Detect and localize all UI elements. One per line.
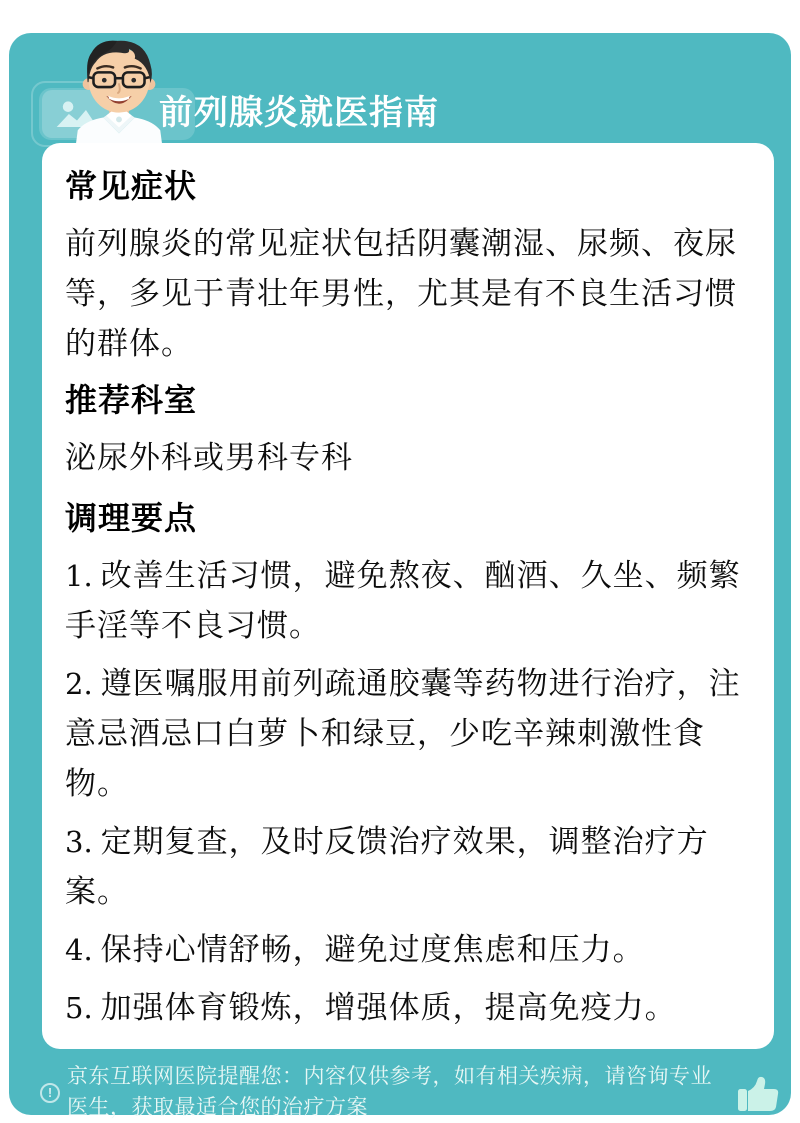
care-point-2-number: 2.: [65, 667, 93, 701]
footer-disclaimer-line1: 京东互联网医院提醒您：内容仅供参考，如有相关疾病，请咨询专业: [67, 1065, 712, 1088]
care-point-1-number: 1.: [65, 559, 93, 593]
content-card: [42, 143, 774, 1049]
section-heading-care: 调理要点: [65, 500, 198, 536]
footer-disclaimer-line2: 医生，获取最适合您的治疗方案: [67, 1096, 368, 1119]
care-point-2: [65, 659, 748, 809]
footer-disclaimer: [67, 1061, 727, 1123]
care-point-5-text: 加强体育锻炼，增强体质，提高免疫力。: [100, 990, 677, 1025]
info-icon: !: [40, 1083, 60, 1103]
section-heading-symptoms: 常见症状: [65, 168, 198, 204]
care-point-5: [65, 983, 748, 1033]
thumbs-up-icon[interactable]: [735, 1075, 781, 1115]
care-point-1-text: 改善生活习惯，避免熬夜、酗酒、久坐、频繁手淫等不良习惯。: [65, 558, 741, 643]
page-title: 前列腺炎就医指南: [159, 94, 439, 132]
section-heading-department: 推荐科室: [65, 382, 198, 418]
care-point-4-number: 4.: [65, 933, 93, 967]
care-point-1: [65, 551, 748, 651]
care-point-3-text: 定期复查，及时反馈治疗效果，调整治疗方案。: [65, 824, 709, 909]
care-point-4-text: 保持心情舒畅，避免过度焦虑和压力。: [100, 932, 645, 967]
care-point-4: [65, 925, 748, 975]
care-point-2-text: 遵医嘱服用前列疏通胶囊等药物进行治疗，注意忌酒忌口白萝卜和绿豆，少吃辛辣刺激性食物。: [65, 666, 741, 801]
care-point-3-number: 3.: [65, 825, 93, 859]
teal-frame: [9, 33, 791, 1119]
section-body-symptoms: 前列腺炎的常见症状包括阴囊潮湿、尿频、夜尿等，多见于青壮年男性，尤其是有不良生活习惯的群体。: [65, 226, 737, 361]
care-point-5-number: 5.: [65, 991, 93, 1025]
section-body-department: 泌尿外科或男科专科: [65, 440, 353, 475]
care-point-3: [65, 817, 748, 917]
